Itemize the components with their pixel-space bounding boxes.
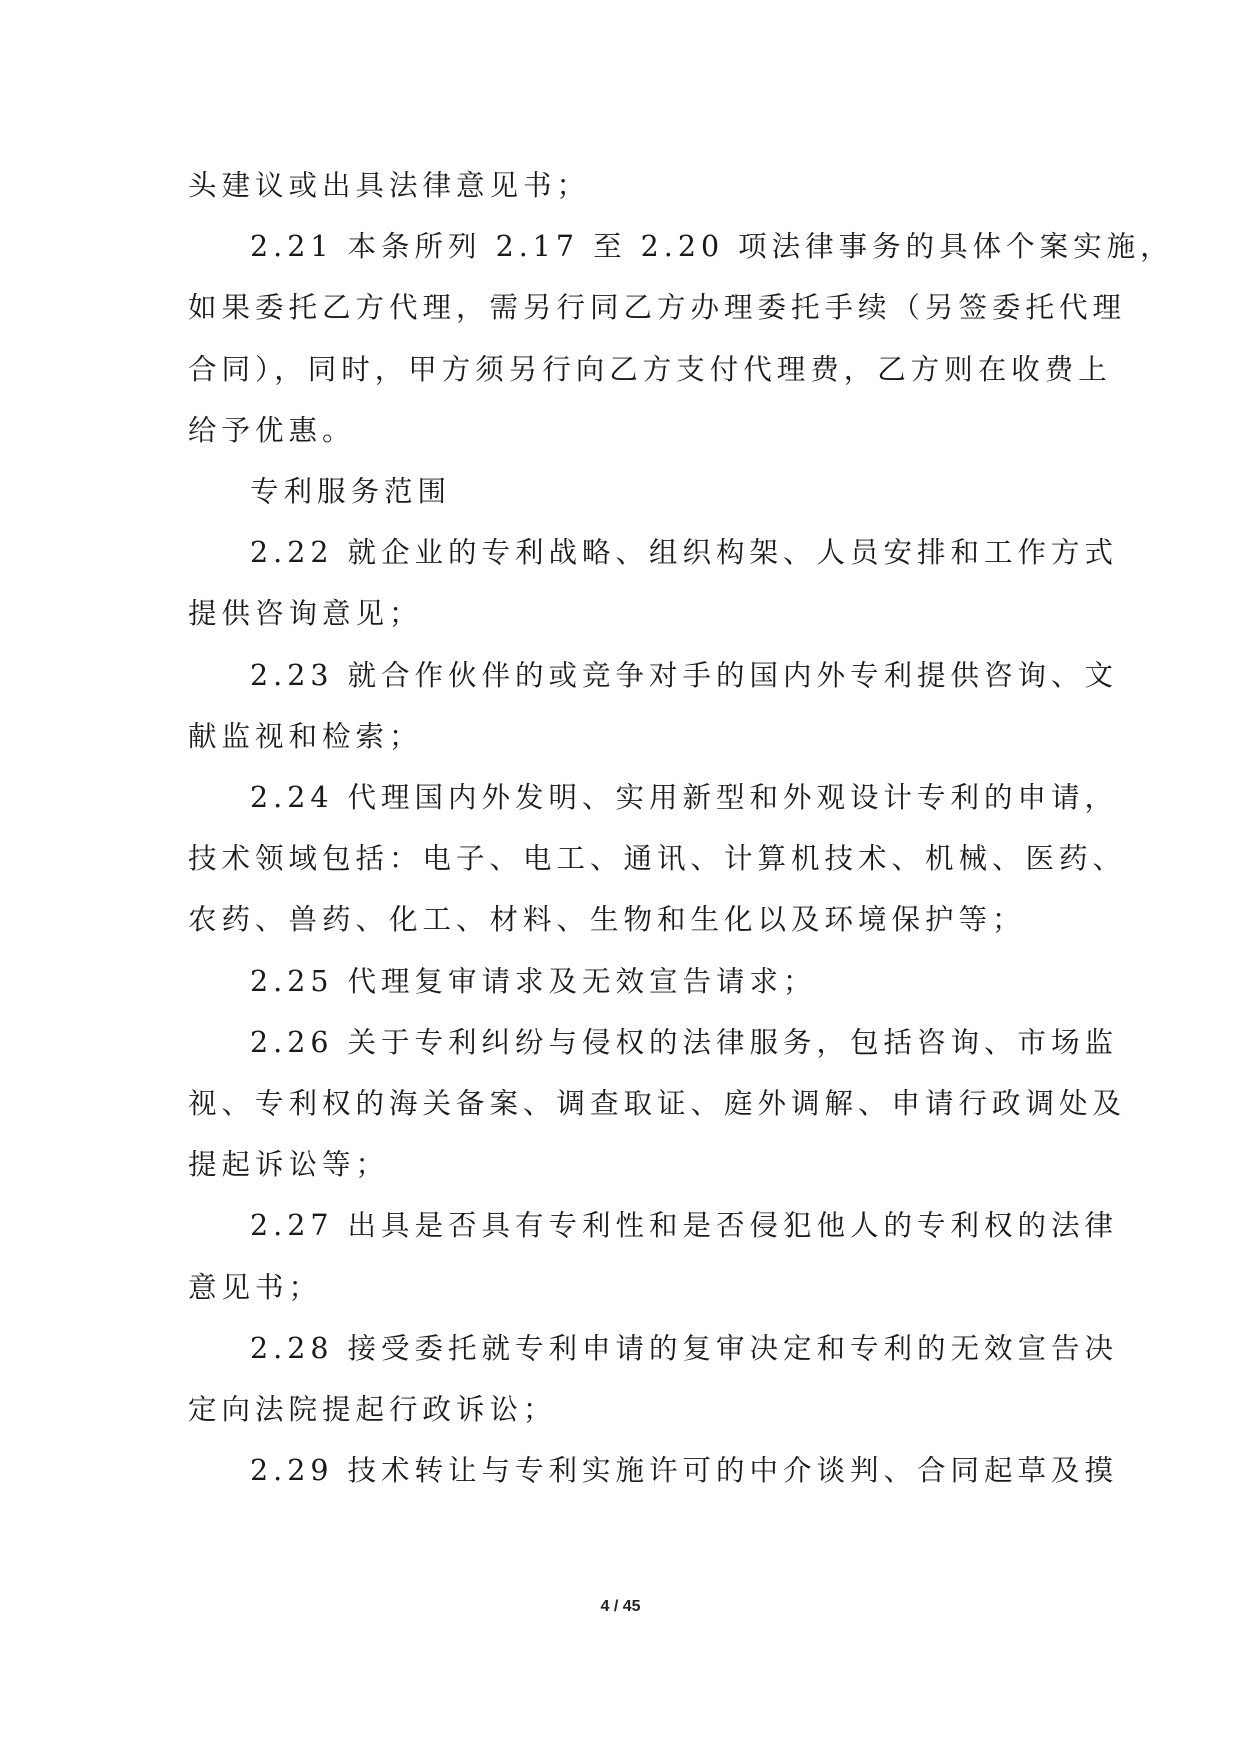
text-line: 给予优惠。 — [188, 413, 356, 447]
text-line: 2.29 技术转让与专利实施许可的中介谈判、合同起草及摸 — [250, 1454, 1119, 1488]
text-line: 2.21 本条所列 2.17 至 2.20 项法律事务的具体个案实施， — [250, 230, 1174, 264]
text-line: 2.23 就合作伙伴的或竞争对手的国内外专利提供咨询、文 — [250, 658, 1119, 692]
text-line: 2.26 关于专利纠纷与侵权的法律服务，包括咨询、市场监 — [250, 1025, 1119, 1059]
text-line: 2.28 接受委托就专利申请的复审决定和专利的无效宣告决 — [250, 1331, 1119, 1365]
text-line: 如果委托乙方代理，需另行同乙方办理委托手续（另签委托代理 — [188, 291, 1127, 325]
text-line: 献监视和检索； — [188, 719, 423, 753]
text-line: 提供咨询意见； — [188, 597, 423, 631]
text-line: 意见书； — [188, 1270, 323, 1304]
text-line: 技术领域包括：电子、电工、通讯、计算机技术、机械、医药、 — [188, 842, 1127, 876]
text-line: 提起诉讼等； — [188, 1148, 390, 1182]
text-line: 合同），同时，甲方须另行向乙方支付代理费，乙方则在收费上 — [188, 352, 1112, 386]
text-line: 2.25 代理复审请求及无效宣告请求； — [250, 964, 817, 998]
text-line: 2.27 出具是否具有专利性和是否侵犯他人的专利权的法律 — [250, 1209, 1119, 1243]
text-line: 定向法院提起行政诉讼； — [188, 1393, 557, 1427]
text-line: 2.22 就企业的专利战略、组织构架、人员安排和工作方式 — [250, 536, 1119, 570]
document-body — [188, 155, 1174, 1501]
text-line: 农药、兽药、化工、材料、生物和生化以及环境保护等； — [188, 903, 1026, 937]
page-number: 4 / 45 — [600, 1598, 641, 1615]
text-line: 头建议或出具法律意见书； — [188, 169, 591, 202]
text-line: 专利服务范围 — [250, 475, 452, 509]
text-line: 2.24 代理国内外发明、实用新型和外观设计专利的申请， — [250, 781, 1119, 815]
text-line: 视、专利权的海关备案、调查取证、庭外调解、申请行政调处及 — [188, 1087, 1127, 1121]
